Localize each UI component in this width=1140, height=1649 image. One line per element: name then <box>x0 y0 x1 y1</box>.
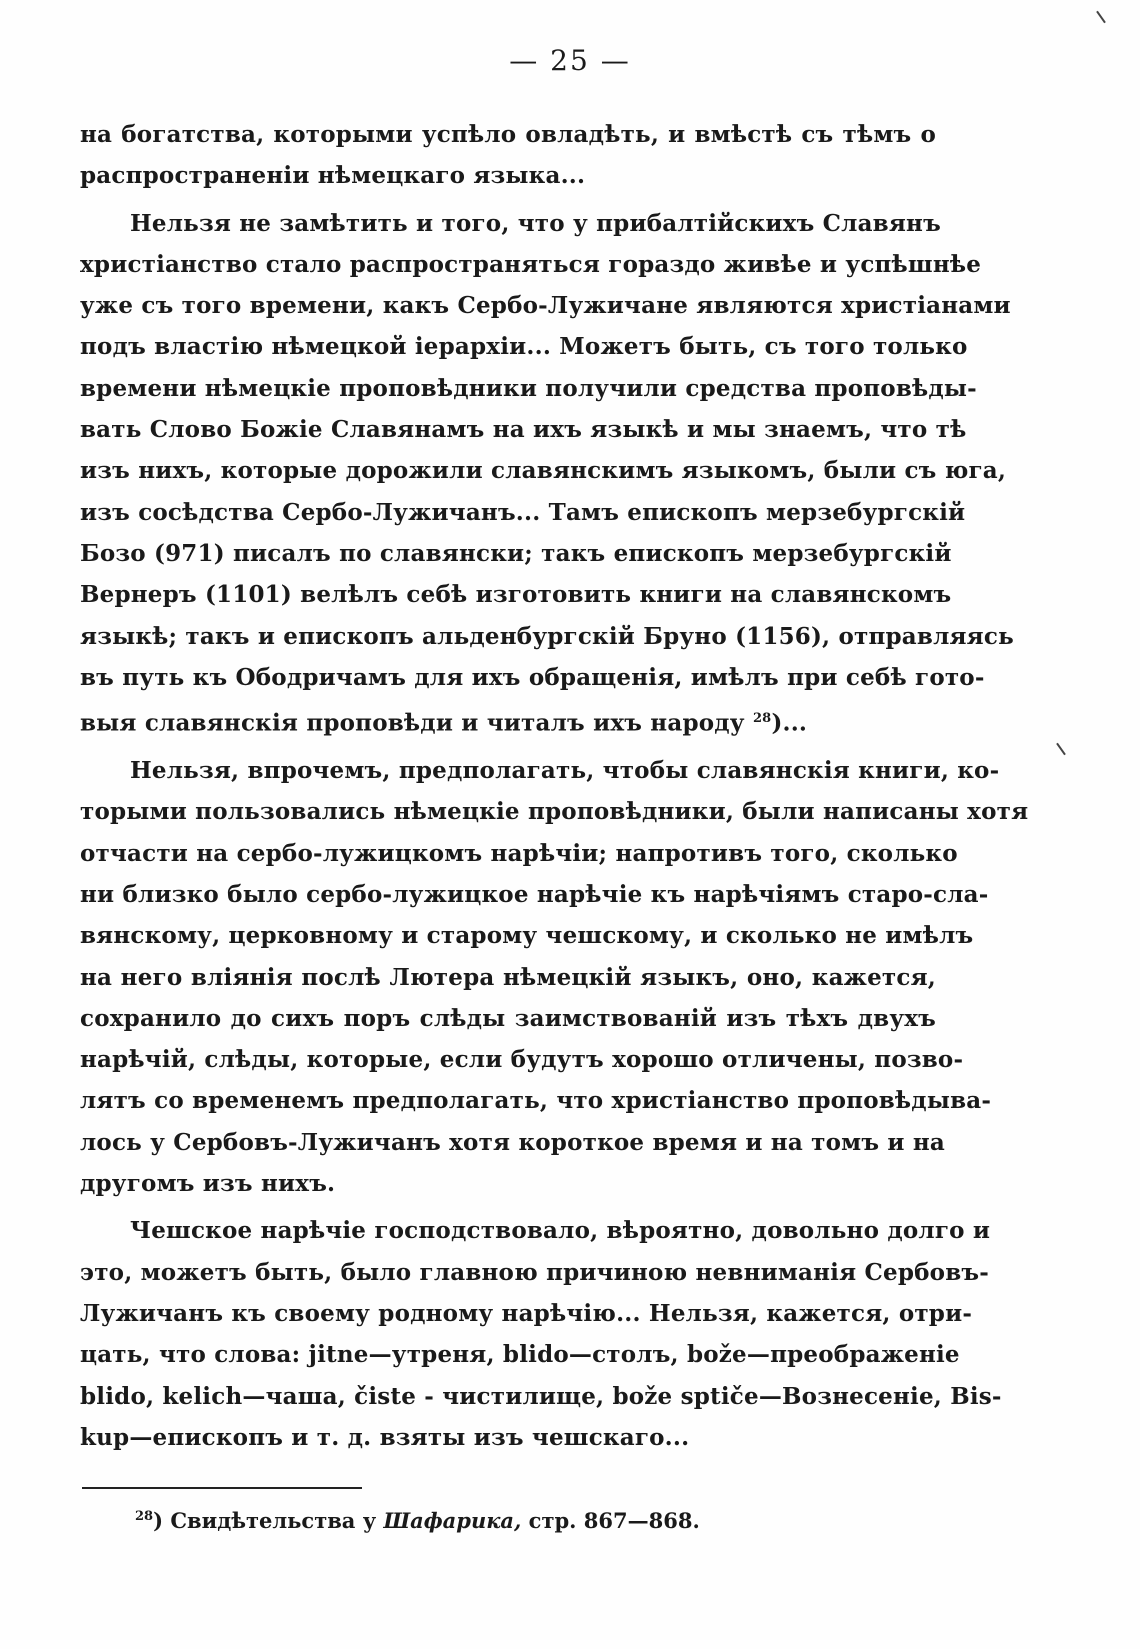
text-line: другомъ изъ нихъ. <box>80 1170 336 1198</box>
page-number: — 25 — <box>509 44 631 77</box>
text-line: Лужичанъ къ своему родному нарѣчію... Нельзя, кажется, отри- <box>80 1299 973 1327</box>
footnote <box>135 1508 700 1533</box>
text-line: христіанство стало распространяться гораздо живѣе и успѣшнѣе <box>80 250 982 278</box>
text-line: сохранило до сихъ поръ слѣды заимствованій изъ тѣхъ двухъ <box>80 1004 936 1032</box>
text-line: на него вліянія послѣ Лютера нѣмецкій языкъ, оно, кажется, <box>80 963 936 991</box>
text-line: Чешское нарѣчіе господствовало, вѣроятно, довольно долго и <box>130 1217 991 1245</box>
text-line: blido, kelich—чаша, čiste - чистилище, bože sptiče—Вознесеніе, Bis- <box>80 1382 1002 1410</box>
text-line-body: выя славянскія проповѣди и читалъ ихъ народу <box>80 709 745 737</box>
text-line: вать Слово Божіе Славянамъ на ихъ языкѣ и мы знаемъ, что тѣ <box>80 416 967 444</box>
text-line: нарѣчій, слѣды, которые, если будутъ хорошо отличены, позво- <box>80 1046 964 1074</box>
text-line: это, можетъ быть, было главною причиною невниманія Сербовъ- <box>80 1258 989 1286</box>
text-line: на богатства, которыми успѣло овладѣть, и вмѣстѣ съ тѣмъ о <box>80 121 936 148</box>
text-line <box>80 698 936 744</box>
text-line: ни близко было сербо-лужицкое нарѣчіе къ нарѣчіямъ старо-сла- <box>80 881 989 908</box>
text-line: лось у Сербовъ-Лужичанъ хотя короткое время и на томъ и на <box>80 1128 945 1156</box>
text-line: уже съ того времени, какъ Сербо-Лужичане являются христіанами <box>80 292 1011 320</box>
text-line: Нельзя, впрочемъ, предполагать, чтобы славянскія книги, ко- <box>130 757 1000 785</box>
text-line-tail: )... <box>771 709 808 737</box>
text-line: вянскому, церковному и старому чешскому, и сколько не имѣлъ <box>80 922 974 950</box>
text-line: Бозо (971) писалъ по славянски; такъ епископъ мерзебургскій <box>80 539 952 567</box>
body-text <box>80 114 1029 1464</box>
text-line: лятъ со временемъ предполагать, что христіанство проповѣдыва- <box>80 1087 992 1115</box>
text-line: подъ властію нѣмецкой іерархіи... Можетъ быть, съ того только <box>80 333 968 361</box>
text-line: Вернеръ (1101) велѣлъ себѣ изготовить книги на славянскомъ <box>80 581 952 609</box>
paragraph-1 <box>80 114 936 197</box>
text-line: торыми пользовались нѣмецкіе проповѣдники, были написаны хотя <box>80 798 1029 826</box>
text-line: Нельзя не замѣтить и того, что у прибалтійскихъ Славянъ <box>130 209 941 237</box>
scan-artifact-mark <box>1056 743 1066 756</box>
text-line: распространеніи нѣмецкаго языка... <box>80 162 586 190</box>
footnote-text-after: стр. 867—868. <box>521 1508 700 1533</box>
text-line: kup—епископъ и т. д. взяты изъ чешскаго... <box>80 1423 690 1451</box>
paragraph-4 <box>80 1210 1002 1458</box>
text-line: языкѣ; такъ и епископъ альденбургскій Бруно (1156), отправляясь <box>80 622 1014 650</box>
paragraph-3 <box>80 750 1029 1204</box>
paragraph-2 <box>80 203 1014 745</box>
text-line: цать, что слова: jitne—утреня, blido—столъ, bože—преображеніе <box>80 1341 960 1369</box>
scan-artifact-mark <box>1096 11 1106 24</box>
text-line: отчасти на сербо-лужицкомъ нарѣчіи; напротивъ того, сколько <box>80 839 958 867</box>
text-line: изъ нихъ, которые дорожили славянскимъ языкомъ, были съ юга, <box>80 457 1007 485</box>
text-line: изъ сосѣдства Сербо-Лужичанъ... Тамъ епископъ мерзебургскій <box>80 498 966 526</box>
footnote-number: 28 <box>135 1509 154 1524</box>
footnote-author: Шафарика, <box>383 1508 522 1533</box>
footnote-text-before: ) Свидѣтельства у <box>153 1508 384 1533</box>
text-line: времени нѣмецкіе проповѣдники получили средства проповѣды- <box>80 374 977 402</box>
footnote-reference[interactable]: 28 <box>752 711 772 727</box>
footnote-divider <box>82 1487 362 1489</box>
text-line: въ путь къ Ободричамъ для ихъ обращенія, имѣлъ при себѣ гото- <box>80 663 985 691</box>
